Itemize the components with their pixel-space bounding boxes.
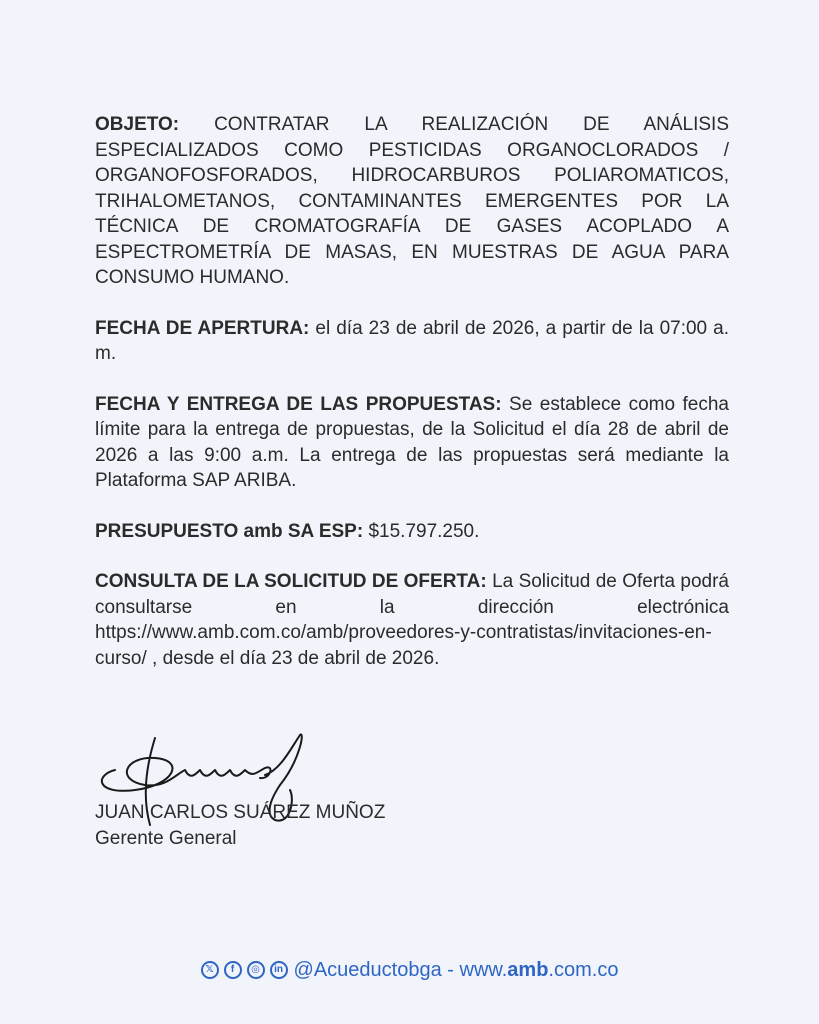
presupuesto-text: $15.797.250.: [368, 520, 480, 542]
entrega-text: Se establece como fecha límite para la entrega de propuestas, de la Solicitud el día 28 de abril de 2026 a las 9:00 a.m. La entrega de las propuestas será mediante la Plataforma SAP ARIBA.: [95, 393, 729, 491]
apertura-label: FECHA DE APERTURA:: [95, 317, 310, 339]
website-link[interactable]: [460, 959, 619, 982]
x-icon[interactable]: 𝕏: [201, 961, 219, 979]
website-suffix: .com.co: [548, 958, 619, 981]
linkedin-icon[interactable]: in: [270, 961, 288, 979]
consulta-label: CONSULTA DE LA SOLICITUD DE OFERTA:: [95, 571, 487, 592]
consulta-text: La Solicitud de Oferta podrá consultarse en la dirección electrónica https://www.amb.com.co/amb/proveedores-y-contratistas/invitaciones-en-curso/ , desde el día 23 de abril de 2026.: [95, 571, 730, 669]
objeto-paragraph: [95, 112, 729, 291]
signer-name: JUAN CARLOS SUÁREZ MUÑOZ: [95, 802, 386, 823]
presupuesto-paragraph: [95, 519, 729, 545]
website-prefix: www.: [459, 958, 508, 981]
signer-role: Gerente General: [95, 828, 237, 849]
social-icons: [201, 961, 288, 979]
footer: [0, 955, 819, 985]
consulta-paragraph: [95, 569, 729, 671]
website-brand: amb: [507, 958, 549, 981]
entrega-label: FECHA Y ENTREGA DE LAS PROPUESTAS:: [95, 393, 502, 415]
objeto-label: OBJETO:: [95, 114, 180, 135]
entrega-paragraph: [95, 392, 729, 494]
presupuesto-label: PRESUPUESTO amb SA ESP:: [95, 520, 364, 542]
footer-separator: -: [441, 958, 460, 981]
instagram-icon[interactable]: ◎: [247, 961, 265, 979]
apertura-text: el día 23 de abril de 2026, a partir de la 07:00 a. m.: [95, 317, 729, 364]
document-body: [95, 112, 729, 696]
social-handle[interactable]: @Acueductobga: [293, 958, 442, 981]
facebook-icon[interactable]: f: [224, 961, 242, 979]
objeto-text: CONTRATAR LA REALIZACIÓN DE ANÁLISIS ESPECIALIZADOS COMO PESTICIDAS ORGANOCLORADOS / ORGANOFOSFORADOS, HIDROCARBUROS POLIAROMATICOS, TRIHALOMETANOS, CONTAMINANTES EMERGENTES POR LA TÉCNICA DE CROMATOGRAFÍA DE GASES ACOPLADO A ESPECTROMETRÍA DE MASAS, EN MUESTRAS DE AGUA PARA CONSUMO HUMANO.: [95, 114, 729, 288]
apertura-paragraph: [95, 316, 729, 367]
